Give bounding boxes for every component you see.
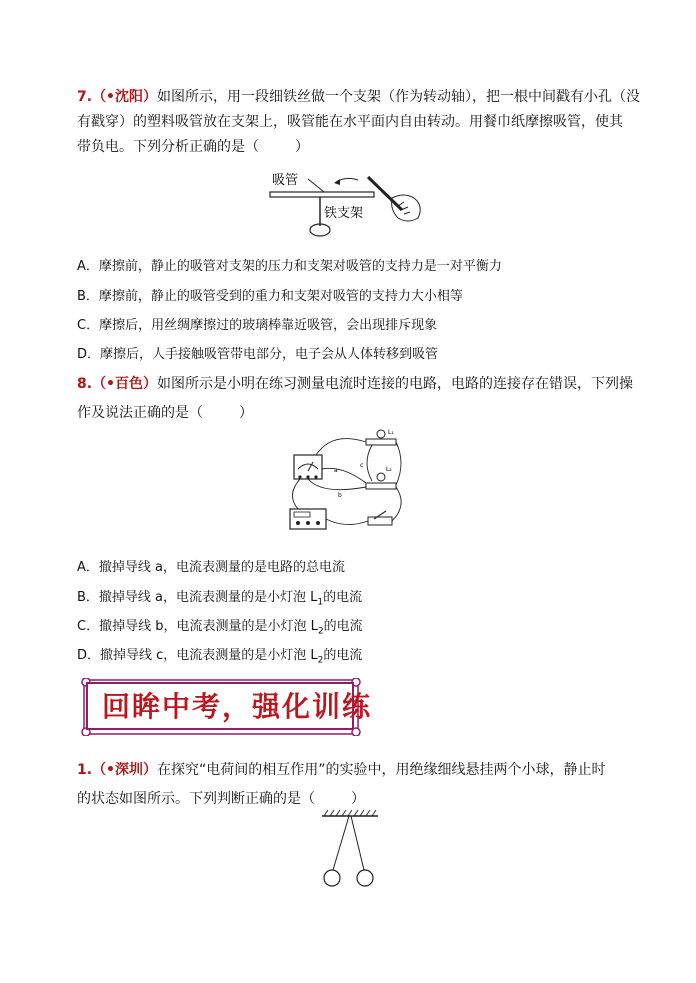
q7-line-3 bbox=[77, 137, 309, 157]
q7-option-a: A．摩擦前，静止的吸管对支架的压力和支架对吸管的支持力是一对平衡力 bbox=[77, 259, 502, 274]
q7-fig-label-straw: 吸管 bbox=[272, 173, 299, 188]
lamp-l2-base bbox=[366, 483, 396, 489]
lamp-l1-base bbox=[366, 439, 396, 445]
q8-close: ） bbox=[239, 405, 253, 421]
wire-right bbox=[396, 442, 401, 485]
q1-line-1 bbox=[77, 760, 606, 780]
label-b: b bbox=[338, 492, 342, 499]
q8-line-2 bbox=[77, 403, 253, 423]
q8-number: 8. bbox=[77, 376, 93, 392]
q1-pendulum-figure bbox=[318, 808, 382, 890]
wire bbox=[292, 479, 300, 509]
q7-label-pointer bbox=[308, 179, 324, 192]
q8-text-2: 作及说法正确的是（ bbox=[77, 405, 203, 421]
ball-right-icon bbox=[357, 870, 373, 886]
straw-shape bbox=[270, 192, 374, 197]
lamp-l1-icon bbox=[377, 430, 385, 438]
q8-option-d: D．撤掉导线 c，电流表测量的是小灯泡 $L_2$的电流 bbox=[77, 648, 363, 666]
arrow-head-icon bbox=[334, 179, 340, 185]
thread-right bbox=[351, 816, 364, 870]
wire bbox=[316, 439, 366, 455]
ball-left-icon bbox=[324, 870, 340, 886]
q8-line-1 bbox=[77, 374, 633, 394]
wire bbox=[326, 519, 368, 525]
q7-line-1 bbox=[77, 87, 640, 107]
q7-straw-figure bbox=[262, 168, 440, 242]
label-c: c bbox=[360, 462, 364, 469]
q7-close: ） bbox=[295, 139, 309, 155]
ceiling-hatch bbox=[324, 810, 376, 816]
wire-c bbox=[367, 445, 372, 481]
q1-number: 1. bbox=[77, 762, 93, 778]
q7-option-c: C．摩擦后，用丝绸摩擦过的玻璃棒靠近吸管，会出现排斥现象 bbox=[77, 318, 438, 333]
label-a: a bbox=[334, 467, 338, 474]
switch-icon bbox=[368, 517, 392, 525]
banner-inner-box bbox=[86, 682, 373, 730]
q7-option-b: B．摩擦前，静止的吸管受到的重力和支架对吸管的支持力大小相等 bbox=[77, 289, 463, 304]
q8-circuit-figure bbox=[282, 425, 412, 535]
banner-title: 回眸中考，强化训练 bbox=[102, 690, 373, 723]
wire bbox=[392, 487, 401, 521]
label-l2: L₂ bbox=[386, 466, 392, 473]
q8-source: （•百色） bbox=[92, 376, 158, 392]
q7-option-d: D．摩擦后，人手接触吸管带电部分，电子会从人体转移到吸管 bbox=[77, 347, 439, 362]
q1-text-2: 的状态如图所示。下列判断正确的是（ bbox=[77, 791, 315, 807]
q7-source: （•沈阳） bbox=[92, 89, 158, 105]
q7-text-1: 如图所示，用一段细铁丝做一个支架（作为转动轴），把一根中间戳有小孔（没 bbox=[157, 89, 641, 105]
q1-source: （•深圳） bbox=[92, 762, 158, 778]
ammeter-icon bbox=[294, 455, 322, 479]
q8-text-1: 如图所示是小明在练习测量电流时连接的电路，电路的连接存在错误，下列操 bbox=[157, 376, 634, 392]
q1-close: ） bbox=[351, 791, 365, 807]
q7-text-3: 带负电。下列分析正确的是（ bbox=[77, 139, 259, 155]
q8-option-c: C．撤掉导线 b，电流表测量的是小灯泡 $L_2$的电流 bbox=[77, 619, 363, 637]
wire-b bbox=[308, 479, 366, 490]
thread-left bbox=[333, 816, 349, 870]
lamp-l2-icon bbox=[377, 473, 385, 481]
q1-text-1: 在探究“电荷间的相互作用”的实验中，用绝缘细线悬挂两个小球，静止时 bbox=[157, 762, 606, 778]
label-l1: L₁ bbox=[388, 429, 394, 436]
q8-option-a: A．撤掉导线 a，电流表测量的是电路的总电流 bbox=[77, 560, 345, 575]
q7-fig-label-stand: 铁支架 bbox=[324, 206, 364, 221]
q7-line-2: 有戳穿）的塑料吸管放在支架上，吸管能在水平面内自由转动。用餐巾纸摩擦吸管，使其 bbox=[77, 114, 623, 130]
q1-line-2 bbox=[77, 789, 365, 809]
section-banner bbox=[80, 678, 373, 736]
wire-a bbox=[322, 468, 366, 483]
q8-option-b: B．撤掉导线 a，电流表测量的是小灯泡 $L_1$的电流 bbox=[77, 590, 363, 608]
q7-number: 7. bbox=[77, 89, 93, 105]
